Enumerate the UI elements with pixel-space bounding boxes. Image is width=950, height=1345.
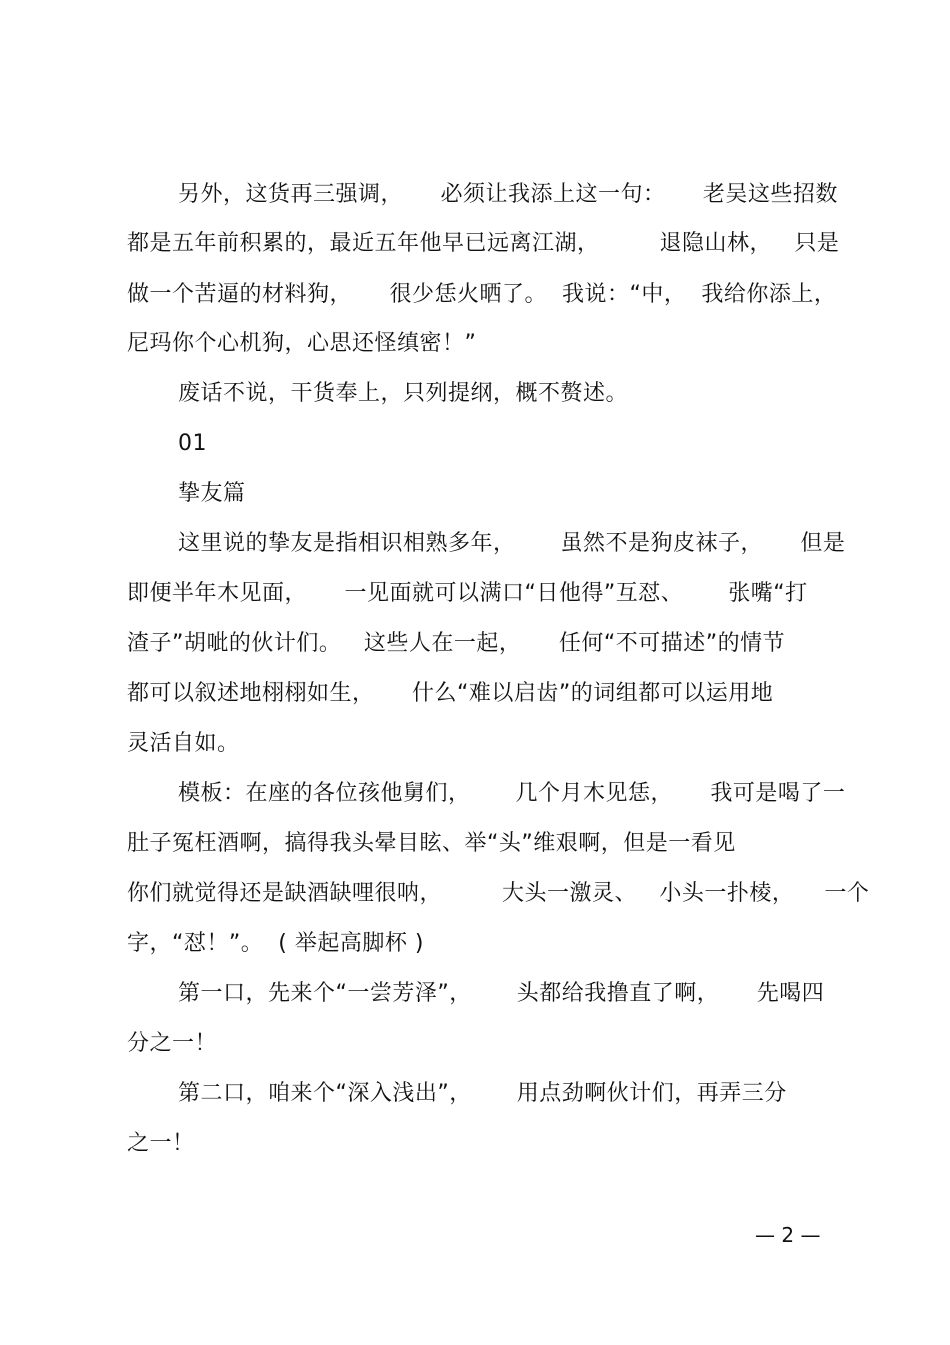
- text-line-3: 做一个苦逼的材料狗， 很少恁火晒了。 我说：“中， 我给你添上，: [127, 282, 837, 307]
- text-line-12: 灵活自如。: [127, 731, 240, 756]
- text-line-13: 模板：在座的各位孩他舅们， 几个月木见恁， 我可是喝了一: [178, 781, 846, 806]
- text-line-17: 第一口，先来个“一尝芳泽”， 头都给我撸直了啊， 先喝四: [178, 981, 825, 1006]
- text-line-16: 字，“怼！”。 ( 举起高脚杯 ): [127, 931, 424, 956]
- section-number: 01: [178, 431, 207, 456]
- text-line-18: 分之一！: [127, 1031, 218, 1056]
- text-line-15: 你们就觉得还是缺酒缺哩很呐， 大头一激灵、 小头一扑棱， 一个: [127, 881, 870, 906]
- text-line-14: 肚子冤枉酒啊，搞得我头晕目眩、举“头”维艰啊，但是一看见: [127, 831, 736, 856]
- page-number: — 2 —: [755, 1223, 821, 1247]
- text-line-11: 都可以叙述地栩栩如生， 什么“难以启齿”的词组都可以运用地: [127, 681, 774, 706]
- text-line-20: 之一！: [127, 1131, 195, 1156]
- section-heading: 挚友篇: [178, 481, 246, 506]
- text-line-9: 即便半年木见面， 一见面就可以满口“日他得”互怼、 张嘴“打: [127, 581, 808, 606]
- text-line-8: 这里说的挚友是指相识相熟多年， 虽然不是狗皮袜子， 但是: [178, 531, 846, 556]
- text-line-2: 都是五年前积累的，最近五年他早已远离江湖， 退隐山林， 只是: [127, 231, 840, 256]
- text-line-4: 尼玛你个心机狗，心思还怪缜密！”: [127, 331, 477, 356]
- text-line-1: 另外，这货再三强调， 必须让我添上这一句： 老吴这些招数: [178, 182, 838, 207]
- text-line-19: 第二口，咱来个“深入浅出”， 用点劲啊伙计们，再弄三分: [178, 1081, 787, 1106]
- text-line-5: 废话不说，干货奉上，只列提纲，概不赘述。: [178, 381, 629, 406]
- text-line-10: 渣子”胡呲的伙计们。 这些人在一起， 任何“不可描述”的情节: [127, 631, 786, 656]
